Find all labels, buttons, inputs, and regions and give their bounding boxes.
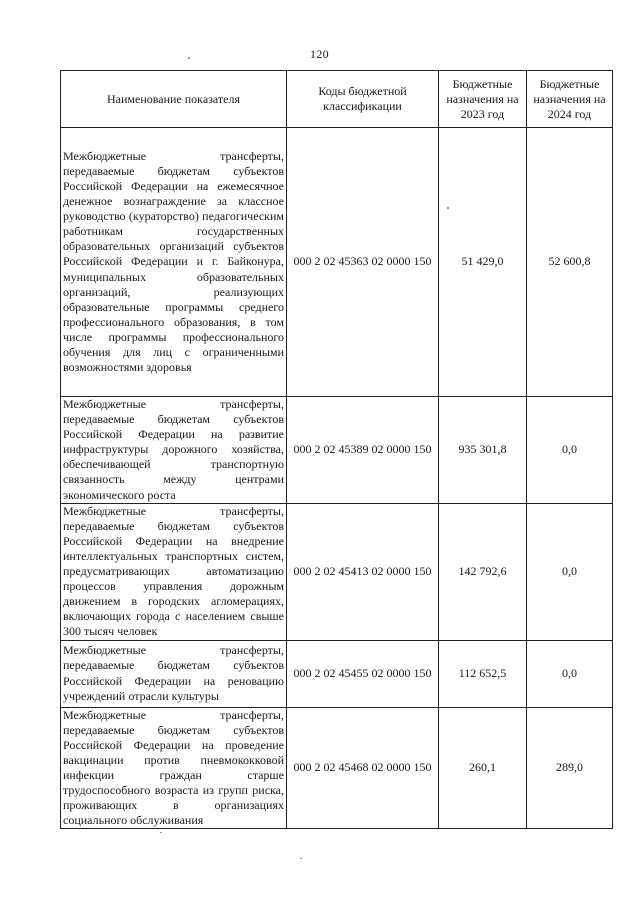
budget-table bbox=[60, 70, 613, 829]
row-code: 000 2 02 45468 02 0000 150 bbox=[287, 707, 439, 829]
row-value-2023: 51 429,0 bbox=[439, 128, 527, 397]
row-name: Межбюджетные трансферты, передаваемые бюджетам субъектов Российской Федерации на внедрение интеллектуальных транспортных систем, предусматривающих автоматизацию процессов управления дорожным движением в городских агломерациях, включающих города с населением свыше 300 тысяч человек bbox=[61, 503, 287, 640]
row-name: Межбюджетные трансферты, передаваемые бюджетам субъектов Российской Федерации на проведение вакцинации против пневмококковой инфекции граждан старше трудоспособного возраста из групп риска, проживающих в организациях социального обслуживания bbox=[61, 707, 287, 829]
row-name: Межбюджетные трансферты, передаваемые бюджетам субъектов Российской Федерации на развитие инфраструктуры дорожного хозяйства, обеспечивающей транспортную связанность между центрами экономического роста bbox=[61, 397, 287, 504]
row-value-2023: 935 301,8 bbox=[439, 397, 527, 504]
row-code: 000 2 02 45413 02 0000 150 bbox=[287, 503, 439, 640]
table-row bbox=[61, 128, 613, 397]
row-name: Межбюджетные трансферты, передаваемые бюджетам субъектов Российской Федерации на реновацию учреждений отрасли культуры bbox=[61, 640, 287, 707]
row-name: Межбюджетные трансферты, передаваемые бюджетам субъектов Российской Федерации на ежемесячное денежное вознаграждение за классное руководство (кураторство) педагогическим работникам государственных образовательных организаций субъектов Российской Федерации и г. Байконура, муниципальных образовательных организаций, реализующих образовательные программы среднего профессионального образования, в том числе программы профессионального обучения для лиц с ограниченными возможностями здоровья bbox=[61, 128, 287, 397]
header-2024: Бюджетные назначения на 2024 год bbox=[527, 71, 613, 128]
table-row bbox=[61, 707, 613, 829]
row-value-2024: 52 600,8 bbox=[527, 128, 613, 397]
header-2023: Бюджетные назначения на 2023 год bbox=[439, 71, 527, 128]
row-value-2024: 289,0 bbox=[527, 707, 613, 829]
header-name: Наименование показателя bbox=[61, 71, 287, 128]
scan-speck bbox=[160, 832, 162, 833]
row-value-2023: 112 652,5 bbox=[439, 640, 527, 707]
table-row bbox=[61, 503, 613, 640]
row-value-2024: 0,0 bbox=[527, 640, 613, 707]
row-value-2024: 0,0 bbox=[527, 397, 613, 504]
row-code: 000 2 02 45363 02 0000 150 bbox=[287, 128, 439, 397]
row-value-2024: 0,0 bbox=[527, 503, 613, 640]
header-code: Коды бюджетной классификации bbox=[287, 71, 439, 128]
scan-speck bbox=[188, 57, 190, 59]
table-row bbox=[61, 397, 613, 504]
row-code: 000 2 02 45389 02 0000 150 bbox=[287, 397, 439, 504]
page-number: 120 bbox=[310, 47, 329, 61]
row-value-2023: 142 792,6 bbox=[439, 503, 527, 640]
table-header-row bbox=[61, 71, 613, 128]
row-code: 000 2 02 45455 02 0000 150 bbox=[287, 640, 439, 707]
table-row bbox=[61, 640, 613, 707]
scan-speck bbox=[447, 207, 449, 209]
row-value-2023: 260,1 bbox=[439, 707, 527, 829]
scan-speck bbox=[300, 858, 302, 859]
